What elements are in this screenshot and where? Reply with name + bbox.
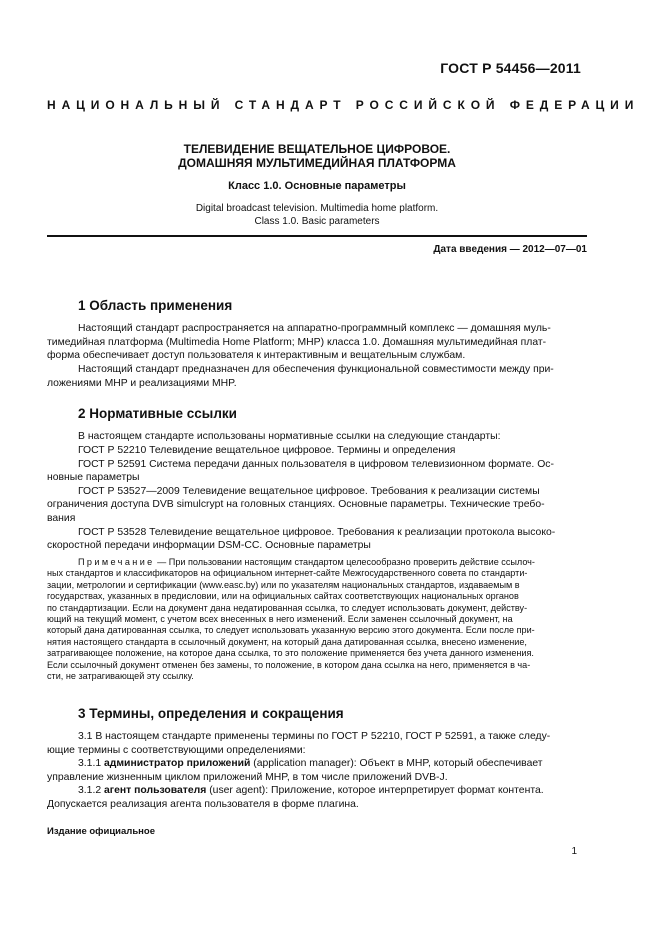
section-1-heading: 1 Область применения — [78, 298, 233, 313]
section-2-intro: В настоящем стандарте использованы нормативные ссылки на следующие стандарты: — [78, 431, 501, 442]
section-3-1-paragraph: 3.1 В настоящем стандарте применены термины по ГОСТ Р 52210, ГОСТ Р 52591, а также следу- ющие термины с соответствующими определениями: — [47, 731, 551, 756]
page-number: 1 — [571, 846, 577, 857]
english-title-line-1: Digital broadcast television. Multimedia home platform. — [195, 203, 439, 214]
document-title — [47, 142, 587, 170]
note-label: Примечание — [78, 557, 155, 567]
standard-number: ГОСТ Р 54456—2011 — [440, 60, 581, 76]
section-2-heading: 2 Нормативные ссылки — [78, 406, 237, 421]
introduction-date: Дата введения — 2012—07—01 — [433, 244, 587, 255]
reference-item: ГОСТ Р 53528 Телевидение вещательное цифровое. Требования к реализации протокола высоко- — [78, 526, 556, 538]
references-note: Примечание — При пользовании настоящим стандартом целесообразно проверить действие ссылоч- ных стандартов и классификаторов на официальном интернет-сайте Межгосударственного совета по стандарти- зации, метрологии и сертификации (www.easc.by) или по указателям национальных стандартов, издаваемым в государствах, указанных в предисловии, или на официальных сайтах соответствующих национальных органов по стандартизации. Если на документ дана недатированная ссылка, то следует использовать документ, действу- ющий на текущий момент, с учетом всех внесенных в него изменений. Если заменен ссылочный документ, на который дана датированная ссылка, то следует использовать указанную версию этого документа. Если после при- нятия настоящего стандарта в ссылочный документ, на который дана датированная ссылка, внесено изменение, затрагивающее положение, на которое дана ссылка, то это положение применяется без учета данного изменения. Если ссылочный документ отменен без замены, то положение, в котором дана ссылка на него, применяется в ча- сти, не затрагивающей эту ссылку. — [47, 557, 535, 682]
national-standard-banner: НАЦИОНАЛЬНЫЙ СТАНДАРТ РОССИЙСКОЙ ФЕДЕРАЦИИ — [47, 98, 640, 112]
term-3-1-2: 3.1.2 агент пользователя (user agent): Приложение, которое интерпретирует формат контента. Допускается реализация агента пользователя в форме плагина. — [47, 785, 544, 810]
title-divider — [47, 235, 587, 237]
reference-item: ГОСТ Р 53527—2009 Телевидение вещательное цифровое. Требования к реализации системы — [78, 485, 540, 497]
english-title-line-2: Class 1.0. Basic parameters — [254, 215, 380, 227]
title-line-2: ДОМАШНЯЯ МУЛЬТИМЕДИЙНАЯ ПЛАТФОРМА — [178, 156, 456, 170]
section-1-paragraph-1: Настоящий стандарт распространяется на аппаратно-программный комплекс — домашняя муль- тимедийная платформа (Multimedia Home Platform; MHP) класса 1.0. Домашняя мультимедийная плат- форма обеспечивает доступ пользователя к интерактивным и вещательным службам. — [47, 323, 551, 362]
normative-references-list: ГОСТ Р 52210 Телевидение вещательное цифровое. Термины и определения ГОСТ Р 52591 Система передачи данных пользователя в цифровом телевизионном формате. Ос- новные параметры ГОСТ Р 53527—2009 Телевидение вещательное цифровое. Требования к реализации системы ограничения доступа DVB simulcrypt на головных станциях. Основные параметры. Технические требо- вания ГОСТ Р 53528 Телевидение вещательное цифровое. Требования к реализации протокола высоко- скоростной передачи информации DSM-CC. Основные параметры — [47, 444, 588, 553]
reference-item: ГОСТ Р 52591 Система передачи данных пользователя в цифровом телевизионном формате. Ос- — [78, 458, 554, 470]
term-user-agent: агент пользователя — [104, 785, 207, 796]
official-edition-label: Издание официальное — [47, 826, 155, 837]
section-1-paragraph-2: Настоящий стандарт предназначен для обеспечения функциональной совместимости между при- ложениями MHP и реализациями MHP. — [47, 364, 554, 389]
reference-item: ГОСТ Р 52210 Телевидение вещательное цифровое. Термины и определения — [78, 445, 456, 456]
document-subtitle: Класс 1.0. Основные параметры — [228, 180, 406, 192]
term-application-manager: администратор приложений — [104, 758, 251, 769]
section-3-heading: 3 Термины, определения и сокращения — [78, 706, 344, 721]
term-3-1-1: 3.1.1 администратор приложений (application manager): Объект в MHP, который обеспечивает управление жизненным циклом приложений MHP, в том числе приложений DVB-J. — [47, 758, 543, 783]
title-line-1: ТЕЛЕВИДЕНИЕ ВЕЩАТЕЛЬНОЕ ЦИФРОВОЕ. — [183, 142, 451, 156]
english-title — [47, 203, 587, 228]
